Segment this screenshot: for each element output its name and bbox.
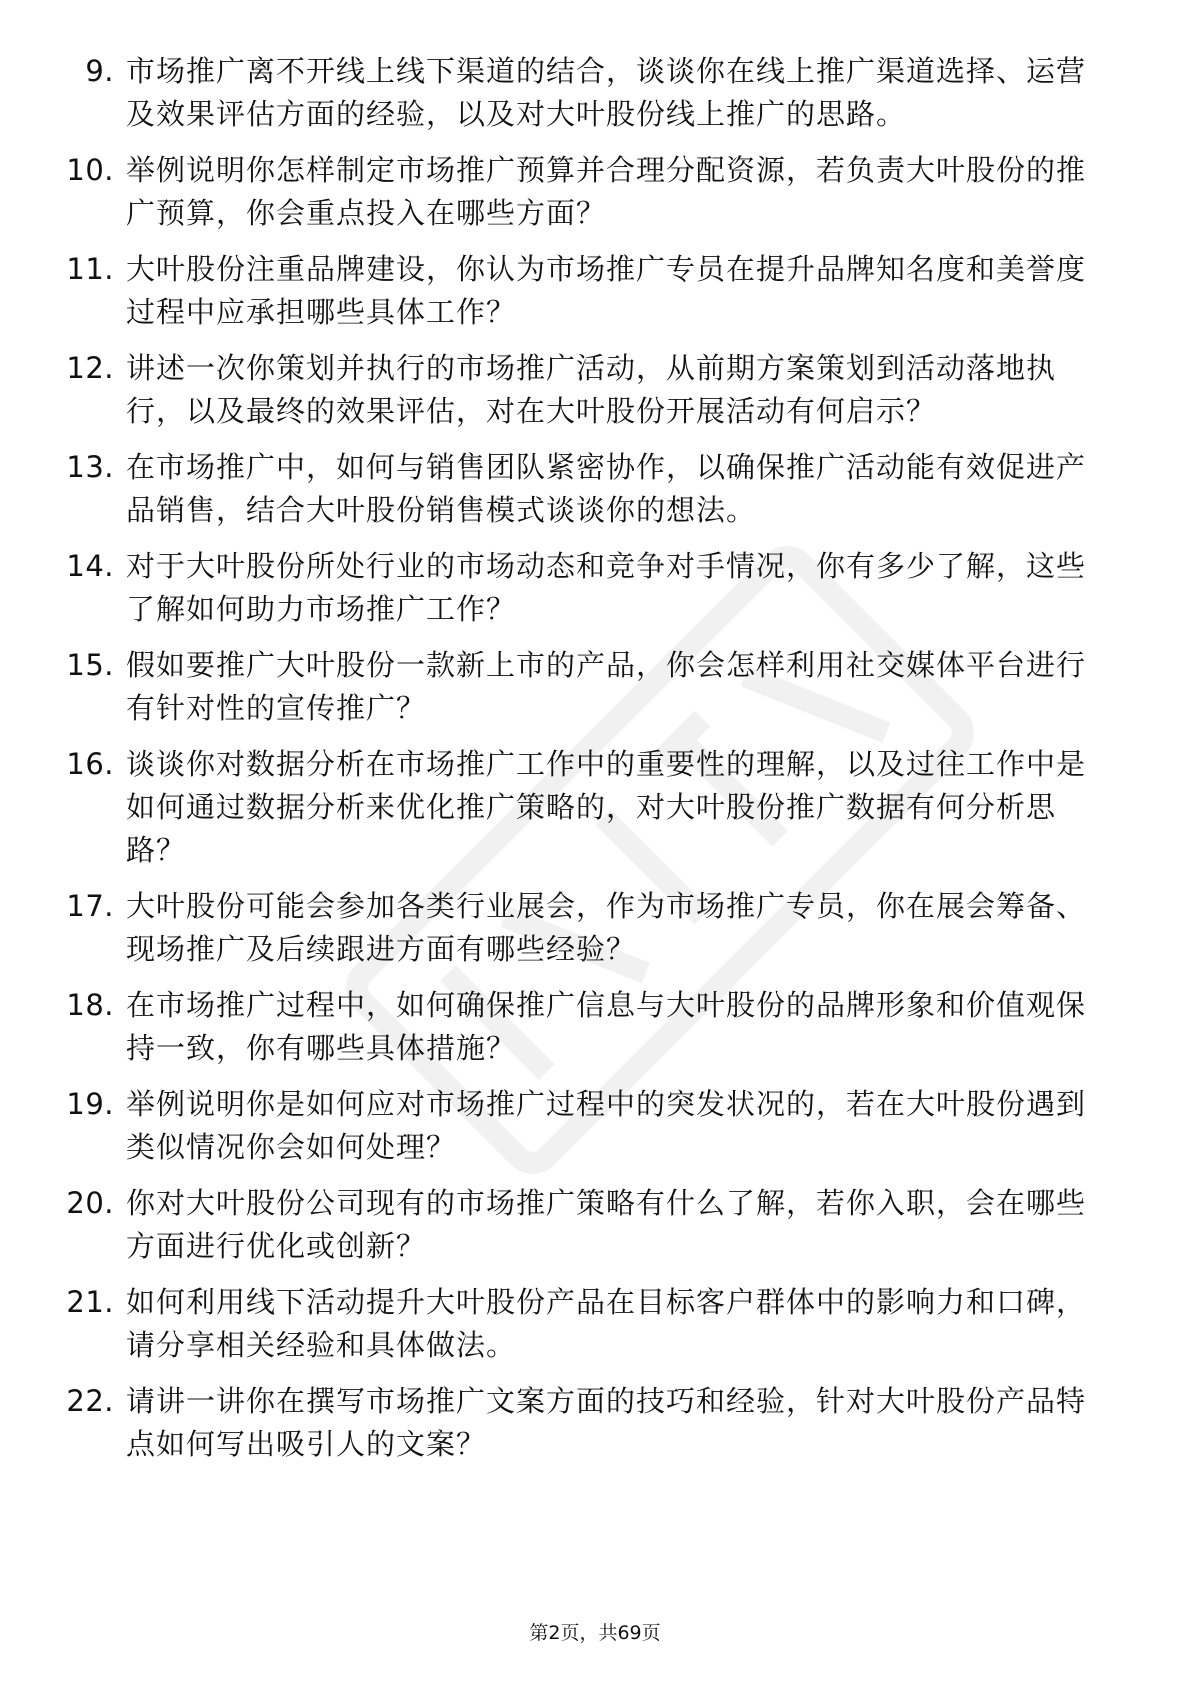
question-number: 13. <box>66 450 114 484</box>
list-item <box>58 248 1108 334</box>
question-text: 在市场推广中，如何与销售团队紧密协作，以确保推广活动能有效促进产品销售，结合大叶股份销售模式谈谈你的想法。 <box>126 450 1087 527</box>
question-text: 举例说明你是如何应对市场推广过程中的突发状况的，若在大叶股份遇到类似情况你会如何处理？ <box>126 1087 1087 1164</box>
question-text: 在市场推广过程中，如何确保推广信息与大叶股份的品牌形象和价值观保持一致，你有哪些具体措施？ <box>126 988 1087 1065</box>
list-item <box>58 1281 1108 1367</box>
question-text: 如何利用线下活动提升大叶股份产品在目标客户群体中的影响力和口碑，请分享相关经验和具体做法。 <box>126 1285 1087 1362</box>
question-number: 10. <box>66 153 114 187</box>
list-item <box>58 1182 1108 1268</box>
question-text: 对于大叶股份所处行业的市场动态和竞争对手情况，你有多少了解，这些了解如何助力市场推广工作？ <box>126 549 1087 626</box>
question-text: 大叶股份注重品牌建设，你认为市场推广专员在提升品牌知名度和美誉度过程中应承担哪些具体工作？ <box>126 252 1087 329</box>
list-item <box>58 1380 1108 1466</box>
question-number: 18. <box>66 988 114 1022</box>
list-item <box>58 50 1108 136</box>
question-number: 16. <box>66 747 114 781</box>
question-text: 讲述一次你策划并执行的市场推广活动，从前期方案策划到活动落地执行，以及最终的效果评估，对在大叶股份开展活动有何启示？ <box>126 351 1057 428</box>
question-text: 大叶股份可能会参加各类行业展会，作为市场推广专员，你在展会筹备、现场推广及后续跟进方面有哪些经验？ <box>126 889 1087 966</box>
question-text: 市场推广离不开线上线下渠道的结合，谈谈你在线上推广渠道选择、运营及效果评估方面的经验，以及对大叶股份线上推广的思路。 <box>126 54 1087 131</box>
question-list <box>58 50 1108 1479</box>
list-item <box>58 545 1108 631</box>
list-item <box>58 644 1108 730</box>
page-number-footer: 第2页，共69页 <box>529 1622 661 1644</box>
question-number: 9. <box>85 54 114 88</box>
question-number: 21. <box>66 1285 114 1319</box>
list-item <box>58 743 1108 872</box>
question-text: 假如要推广大叶股份一款新上市的产品，你会怎样利用社交媒体平台进行有针对性的宣传推广？ <box>126 648 1087 725</box>
question-number: 22. <box>66 1384 114 1418</box>
list-item <box>58 1083 1108 1169</box>
list-item <box>58 149 1108 235</box>
list-item <box>58 885 1108 971</box>
question-number: 17. <box>66 889 114 923</box>
list-item <box>58 984 1108 1070</box>
question-number: 14. <box>66 549 114 583</box>
question-number: 11. <box>66 252 114 286</box>
question-number: 19. <box>66 1087 114 1121</box>
question-number: 12. <box>66 351 114 385</box>
question-text: 举例说明你怎样制定市场推广预算并合理分配资源，若负责大叶股份的推广预算，你会重点投入在哪些方面？ <box>126 153 1087 230</box>
question-number: 20. <box>66 1186 114 1220</box>
list-item <box>58 446 1108 532</box>
list-item <box>58 347 1108 433</box>
question-number: 15. <box>66 648 114 682</box>
question-text: 请讲一讲你在撰写市场推广文案方面的技巧和经验，针对大叶股份产品特点如何写出吸引人的文案？ <box>126 1384 1087 1461</box>
question-text: 谈谈你对数据分析在市场推广工作中的重要性的理解，以及过往工作中是如何通过数据分析来优化推广策略的，对大叶股份推广数据有何分析思路？ <box>126 747 1087 867</box>
question-text: 你对大叶股份公司现有的市场推广策略有什么了解，若你入职，会在哪些方面进行优化或创新？ <box>126 1186 1087 1263</box>
